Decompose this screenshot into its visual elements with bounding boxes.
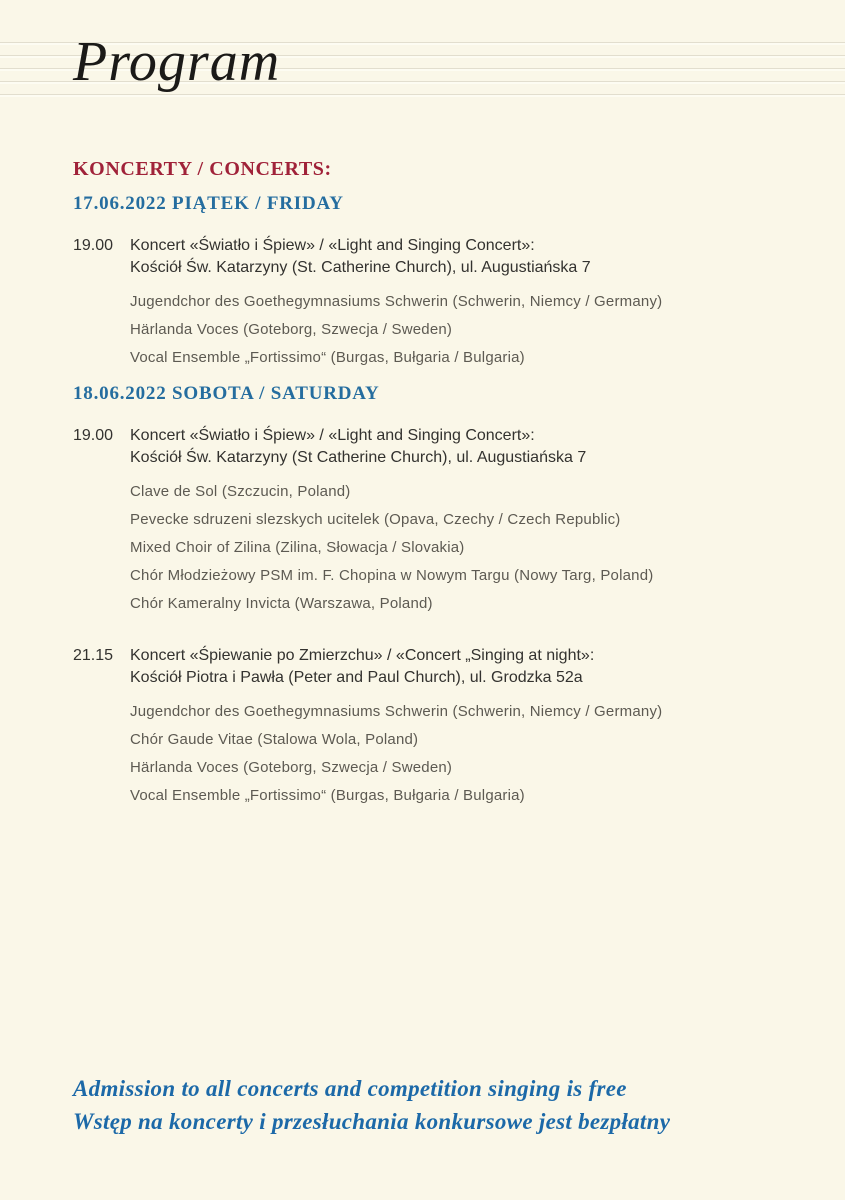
admission-notice-english: Admission to all concerts and competition singing is free — [73, 1076, 627, 1101]
performer-item: Pevecke sdruzeni slezskych ucitelek (Opava, Czechy / Czech Republic) — [130, 511, 621, 528]
event-time: 21.15 — [73, 647, 114, 664]
event-venue: Kościół Św. Katarzyny (St. Catherine Church), ul. Augustiańska 7 — [130, 259, 591, 276]
event-time: 19.00 — [73, 237, 114, 254]
performer-item: Jugendchor des Goethegymnasiums Schwerin (Schwerin, Niemcy / Germany) — [130, 293, 663, 310]
admission-notice-polish: Wstęp na koncerty i przesłuchania konkursowe jest bezpłatny — [73, 1109, 671, 1134]
date-heading-friday: 17.06.2022 PIĄTEK / FRIDAY — [73, 193, 344, 214]
performer-item: Vocal Ensemble „Fortissimo“ (Burgas, Bułgaria / Bulgaria) — [130, 787, 525, 804]
event-title: Koncert «Światło i Śpiew» / «Light and Singing Concert»: — [130, 427, 535, 444]
admission-notice — [73, 1072, 670, 1138]
performer-item: Härlanda Voces (Goteborg, Szwecja / Sweden) — [130, 759, 453, 776]
performer-item: Clave de Sol (Szczucin, Poland) — [130, 483, 351, 500]
event-title: Koncert «Śpiewanie po Zmierzchu» / «Concert „Singing at night»: — [130, 647, 595, 664]
performer-item: Mixed Choir of Zilina (Zilina, Słowacja / Slovakia) — [130, 539, 465, 556]
page-title: Program — [73, 31, 281, 93]
event-saturday-1900 — [73, 425, 773, 618]
event-body — [130, 235, 773, 372]
event-friday-1900 — [73, 235, 773, 372]
event-body — [130, 645, 773, 810]
program-content — [73, 158, 773, 810]
performer-item: Jugendchor des Goethegymnasiums Schwerin (Schwerin, Niemcy / Germany) — [130, 703, 663, 720]
performer-item: Chór Kameralny Invicta (Warszawa, Poland) — [130, 595, 433, 612]
staff-line — [0, 95, 845, 97]
event-venue: Kościół Św. Katarzyny (St Catherine Church), ul. Augustiańska 7 — [130, 449, 587, 466]
event-saturday-2115 — [73, 645, 773, 810]
performer-item: Chór Młodzieżowy PSM im. F. Chopina w Nowym Targu (Nowy Targ, Poland) — [130, 567, 654, 584]
performer-item: Härlanda Voces (Goteborg, Szwecja / Sweden) — [130, 321, 453, 338]
event-time: 19.00 — [73, 427, 114, 444]
event-title: Koncert «Światło i Śpiew» / «Light and Singing Concert»: — [130, 237, 535, 254]
performer-list — [130, 288, 773, 372]
event-body — [130, 425, 773, 618]
performer-item: Vocal Ensemble „Fortissimo“ (Burgas, Bułgaria / Bulgaria) — [130, 349, 525, 366]
date-heading-saturday: 18.06.2022 SOBOTA / SATURDAY — [73, 383, 380, 404]
performer-item: Chór Gaude Vitae (Stalowa Wola, Poland) — [130, 731, 419, 748]
event-venue: Kościół Piotra i Pawła (Peter and Paul Church), ul. Grodzka 52a — [130, 669, 583, 686]
performer-list — [130, 698, 773, 810]
performer-list — [130, 478, 773, 618]
concerts-section-heading: KONCERTY / CONCERTS: — [73, 158, 332, 180]
